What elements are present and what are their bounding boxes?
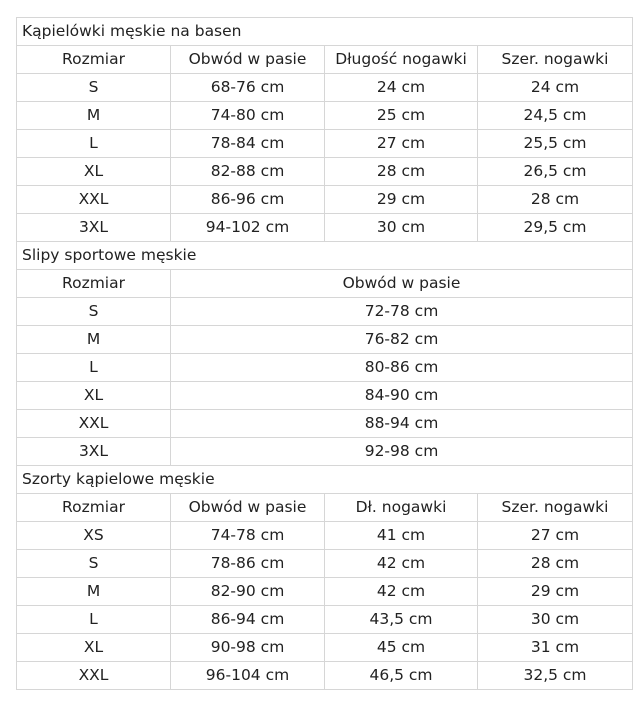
table-cell: 76-82 cm (171, 326, 633, 354)
column-header: Rozmiar (17, 494, 171, 522)
table-row (17, 158, 633, 186)
table-cell: XL (17, 634, 171, 662)
table-cell: 80-86 cm (171, 354, 633, 382)
size-chart-table (16, 17, 633, 690)
table-cell: 86-96 cm (171, 186, 325, 214)
table-cell: 88-94 cm (171, 410, 633, 438)
table-row (17, 354, 633, 382)
column-header: Rozmiar (17, 46, 171, 74)
table-cell: XL (17, 158, 171, 186)
section-title-row (17, 242, 633, 270)
table-cell: 27 cm (478, 522, 633, 550)
table-cell: 45 cm (325, 634, 478, 662)
table-cell: 28 cm (478, 550, 633, 578)
column-header: Obwód w pasie (171, 46, 325, 74)
table-cell: 29 cm (325, 186, 478, 214)
table-cell: 24 cm (325, 74, 478, 102)
table-cell: L (17, 606, 171, 634)
table-cell: XS (17, 522, 171, 550)
column-header: Obwód w pasie (171, 494, 325, 522)
table-row (17, 130, 633, 158)
table-cell: 32,5 cm (478, 662, 633, 690)
table-row (17, 382, 633, 410)
table-cell: 24,5 cm (478, 102, 633, 130)
table-row (17, 606, 633, 634)
table-cell: S (17, 74, 171, 102)
table-cell: 92-98 cm (171, 438, 633, 466)
table-cell: XXL (17, 410, 171, 438)
table-row (17, 214, 633, 242)
table-cell: 74-80 cm (171, 102, 325, 130)
table-cell: 28 cm (325, 158, 478, 186)
table-row (17, 410, 633, 438)
table-row (17, 74, 633, 102)
section-title: Slipy sportowe męskie (17, 242, 633, 270)
column-header: Obwód w pasie (171, 270, 633, 298)
section-title: Szorty kąpielowe męskie (17, 466, 633, 494)
table-cell: XXL (17, 186, 171, 214)
table-cell: S (17, 550, 171, 578)
size-chart-body (17, 18, 633, 690)
table-row (17, 438, 633, 466)
table-cell: M (17, 578, 171, 606)
table-row (17, 634, 633, 662)
column-header: Szer. nogawki (478, 494, 633, 522)
table-cell: 82-88 cm (171, 158, 325, 186)
table-cell: 26,5 cm (478, 158, 633, 186)
table-cell: 3XL (17, 438, 171, 466)
table-cell: 27 cm (325, 130, 478, 158)
table-cell: 86-94 cm (171, 606, 325, 634)
table-cell: 30 cm (478, 606, 633, 634)
table-row (17, 326, 633, 354)
table-cell: 94-102 cm (171, 214, 325, 242)
table-cell: 42 cm (325, 550, 478, 578)
table-row (17, 522, 633, 550)
table-row (17, 578, 633, 606)
column-header: Szer. nogawki (478, 46, 633, 74)
table-cell: L (17, 354, 171, 382)
table-cell: 31 cm (478, 634, 633, 662)
table-cell: 43,5 cm (325, 606, 478, 634)
table-cell: 28 cm (478, 186, 633, 214)
column-header: Długość nogawki (325, 46, 478, 74)
table-cell: 25,5 cm (478, 130, 633, 158)
table-row (17, 550, 633, 578)
table-cell: 96-104 cm (171, 662, 325, 690)
table-cell: 84-90 cm (171, 382, 633, 410)
table-cell: 30 cm (325, 214, 478, 242)
header-row (17, 270, 633, 298)
table-cell: L (17, 130, 171, 158)
table-row (17, 662, 633, 690)
table-cell: 24 cm (478, 74, 633, 102)
table-cell: 29,5 cm (478, 214, 633, 242)
table-row (17, 186, 633, 214)
table-row (17, 102, 633, 130)
table-row (17, 298, 633, 326)
table-cell: 25 cm (325, 102, 478, 130)
table-cell: 29 cm (478, 578, 633, 606)
column-header: Rozmiar (17, 270, 171, 298)
section-title-row (17, 18, 633, 46)
table-cell: XXL (17, 662, 171, 690)
table-cell: 72-78 cm (171, 298, 633, 326)
table-cell: 78-84 cm (171, 130, 325, 158)
header-row (17, 46, 633, 74)
table-cell: 82-90 cm (171, 578, 325, 606)
table-cell: XL (17, 382, 171, 410)
table-cell: 90-98 cm (171, 634, 325, 662)
table-cell: 41 cm (325, 522, 478, 550)
section-title: Kąpielówki męskie na basen (17, 18, 633, 46)
column-header: Dł. nogawki (325, 494, 478, 522)
header-row (17, 494, 633, 522)
table-cell: 3XL (17, 214, 171, 242)
table-cell: M (17, 102, 171, 130)
table-cell: 68-76 cm (171, 74, 325, 102)
section-title-row (17, 466, 633, 494)
table-cell: 78-86 cm (171, 550, 325, 578)
table-cell: 74-78 cm (171, 522, 325, 550)
table-cell: M (17, 326, 171, 354)
table-cell: S (17, 298, 171, 326)
table-cell: 46,5 cm (325, 662, 478, 690)
table-cell: 42 cm (325, 578, 478, 606)
